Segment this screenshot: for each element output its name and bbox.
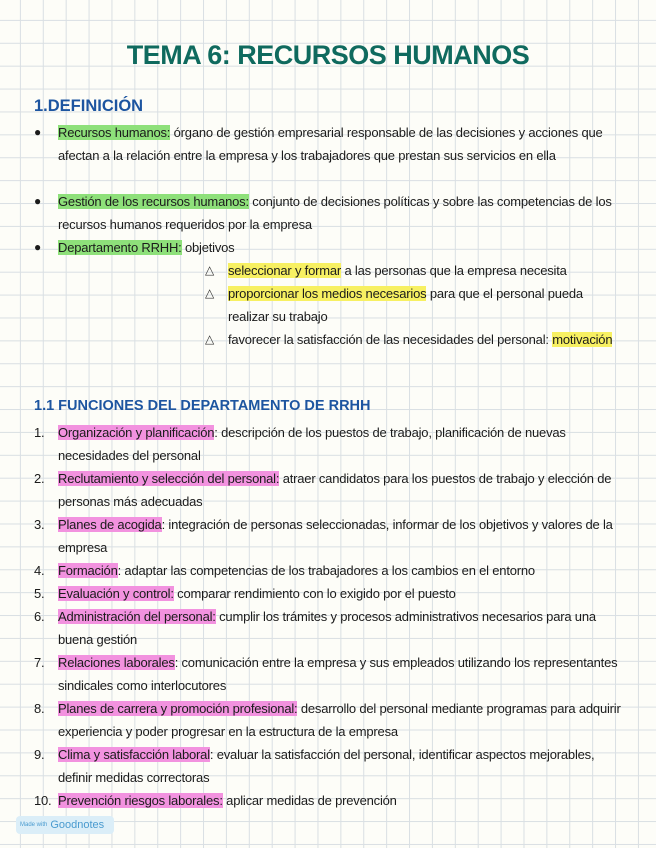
bullet-item: [34, 121, 624, 167]
item-number: 3.: [34, 517, 45, 532]
page-title: TEMA 6: RECURSOS HUMANOS: [126, 40, 530, 70]
item-number: 5.: [34, 586, 45, 601]
watermark-brand: Goodnotes: [50, 819, 105, 831]
triangle-bullet-icon: △: [205, 263, 215, 277]
function-term: Planes de acogida: [58, 517, 162, 532]
function-term: Evaluación y control:: [58, 586, 174, 601]
function-description: : integración de personas seleccionadas, informar de los objetivos y valores de la empresa: [58, 517, 613, 555]
objective-highlight: motivación: [552, 332, 613, 347]
function-item: [34, 467, 624, 513]
bullet-dot-icon: ●: [34, 194, 42, 208]
function-description: : adaptar las competencias de los trabajadores a los cambios en el entorno: [117, 563, 535, 578]
term-highlight: Departamento RRHH:: [58, 240, 182, 255]
goodnotes-watermark: [16, 816, 114, 834]
function-term: Prevención riesgos laborales:: [58, 793, 223, 808]
section-heading-definicion: 1.DEFINICIÓN: [34, 97, 144, 115]
item-number: 1.: [34, 425, 45, 440]
term-description: conjunto de decisiones políticas y sobre las competencias de los recursos humanos requeridos por la empresa: [58, 194, 612, 232]
item-number: 9.: [34, 747, 45, 762]
bullet-item: [34, 236, 624, 259]
objective-highlight: proporcionar los medios necesarios: [228, 286, 427, 301]
bullet-dot-icon: ●: [34, 125, 42, 139]
function-item: [34, 513, 624, 559]
item-number: 2.: [34, 471, 45, 486]
term-description: órgano de gestión empresarial responsable de las decisiones y acciones que afectan a la relación entre la empresa y los trabajadores que prestan sus servicios en ella: [58, 125, 603, 163]
function-description: cumplir los trámites y procesos administrativos necesarios para una buena gestión: [58, 609, 596, 647]
function-description: aplicar medidas de prevención: [222, 793, 397, 808]
function-item: [34, 651, 624, 697]
function-description: : descripción de los puestos de trabajo, planificación de nuevas necesidades del personal: [58, 425, 566, 463]
bullet-dot-icon: ●: [34, 240, 42, 254]
function-term: Organización y planificación: [58, 425, 215, 440]
function-description: : evaluar la satisfacción del personal, identificar aspectos mejorables, definir medidas correctoras: [58, 747, 595, 785]
item-number: 8.: [34, 701, 45, 716]
triangle-bullet-icon: △: [205, 332, 215, 346]
objective-text: para que el personal pueda realizar su trabajo: [228, 286, 583, 324]
item-number: 4.: [34, 563, 45, 578]
function-term: Reclutamiento y selección del personal:: [58, 471, 280, 486]
function-item: [34, 697, 624, 743]
bullet-item: [34, 190, 624, 236]
function-item: [34, 605, 624, 651]
objective-text: a las personas que la empresa necesita: [341, 263, 567, 278]
term-description: objetivos: [181, 240, 235, 255]
function-term: Relaciones laborales: [58, 655, 175, 670]
section-heading-funciones: 1.1 FUNCIONES DEL DEPARTAMENTO DE RRHH: [34, 398, 371, 414]
function-item: [34, 743, 624, 789]
function-description: atraer candidatos para los puestos de trabajo y elección de personas más adecuadas: [58, 471, 612, 509]
function-term: Clima y satisfacción laboral: [58, 747, 210, 762]
term-highlight: Gestión de los recursos humanos:: [58, 194, 249, 209]
objective-item: [205, 259, 625, 282]
function-description: comparar rendimiento con lo exigido por el puesto: [173, 586, 456, 601]
watermark-prefix: Made with: [20, 822, 48, 829]
objective-item: [205, 328, 625, 351]
objective-text: favorecer la satisfacción de las necesidades del personal:: [228, 332, 553, 347]
item-number: 10.: [34, 793, 52, 808]
objective-item: [205, 282, 625, 328]
objective-highlight: seleccionar y formar: [228, 263, 342, 278]
item-number: 7.: [34, 655, 45, 670]
function-term: Planes de carrera y promoción profesional:: [58, 701, 298, 716]
triangle-bullet-icon: △: [205, 286, 215, 300]
function-item: [34, 421, 624, 467]
function-item: [34, 582, 624, 605]
function-term: Formación: [58, 563, 118, 578]
function-item: [34, 789, 624, 812]
function-item: [34, 559, 624, 582]
item-number: 6.: [34, 609, 45, 624]
function-term: Administración del personal:: [58, 609, 216, 624]
function-description: desarrollo del personal mediante programas para adquirir experiencia y poder progresar en la estructura de la empresa: [58, 701, 621, 739]
function-description: : comunicación entre la empresa y sus empleados utilizando los representantes sindicales como interlocutores: [58, 655, 618, 693]
term-highlight: Recursos humanos:: [58, 125, 171, 140]
